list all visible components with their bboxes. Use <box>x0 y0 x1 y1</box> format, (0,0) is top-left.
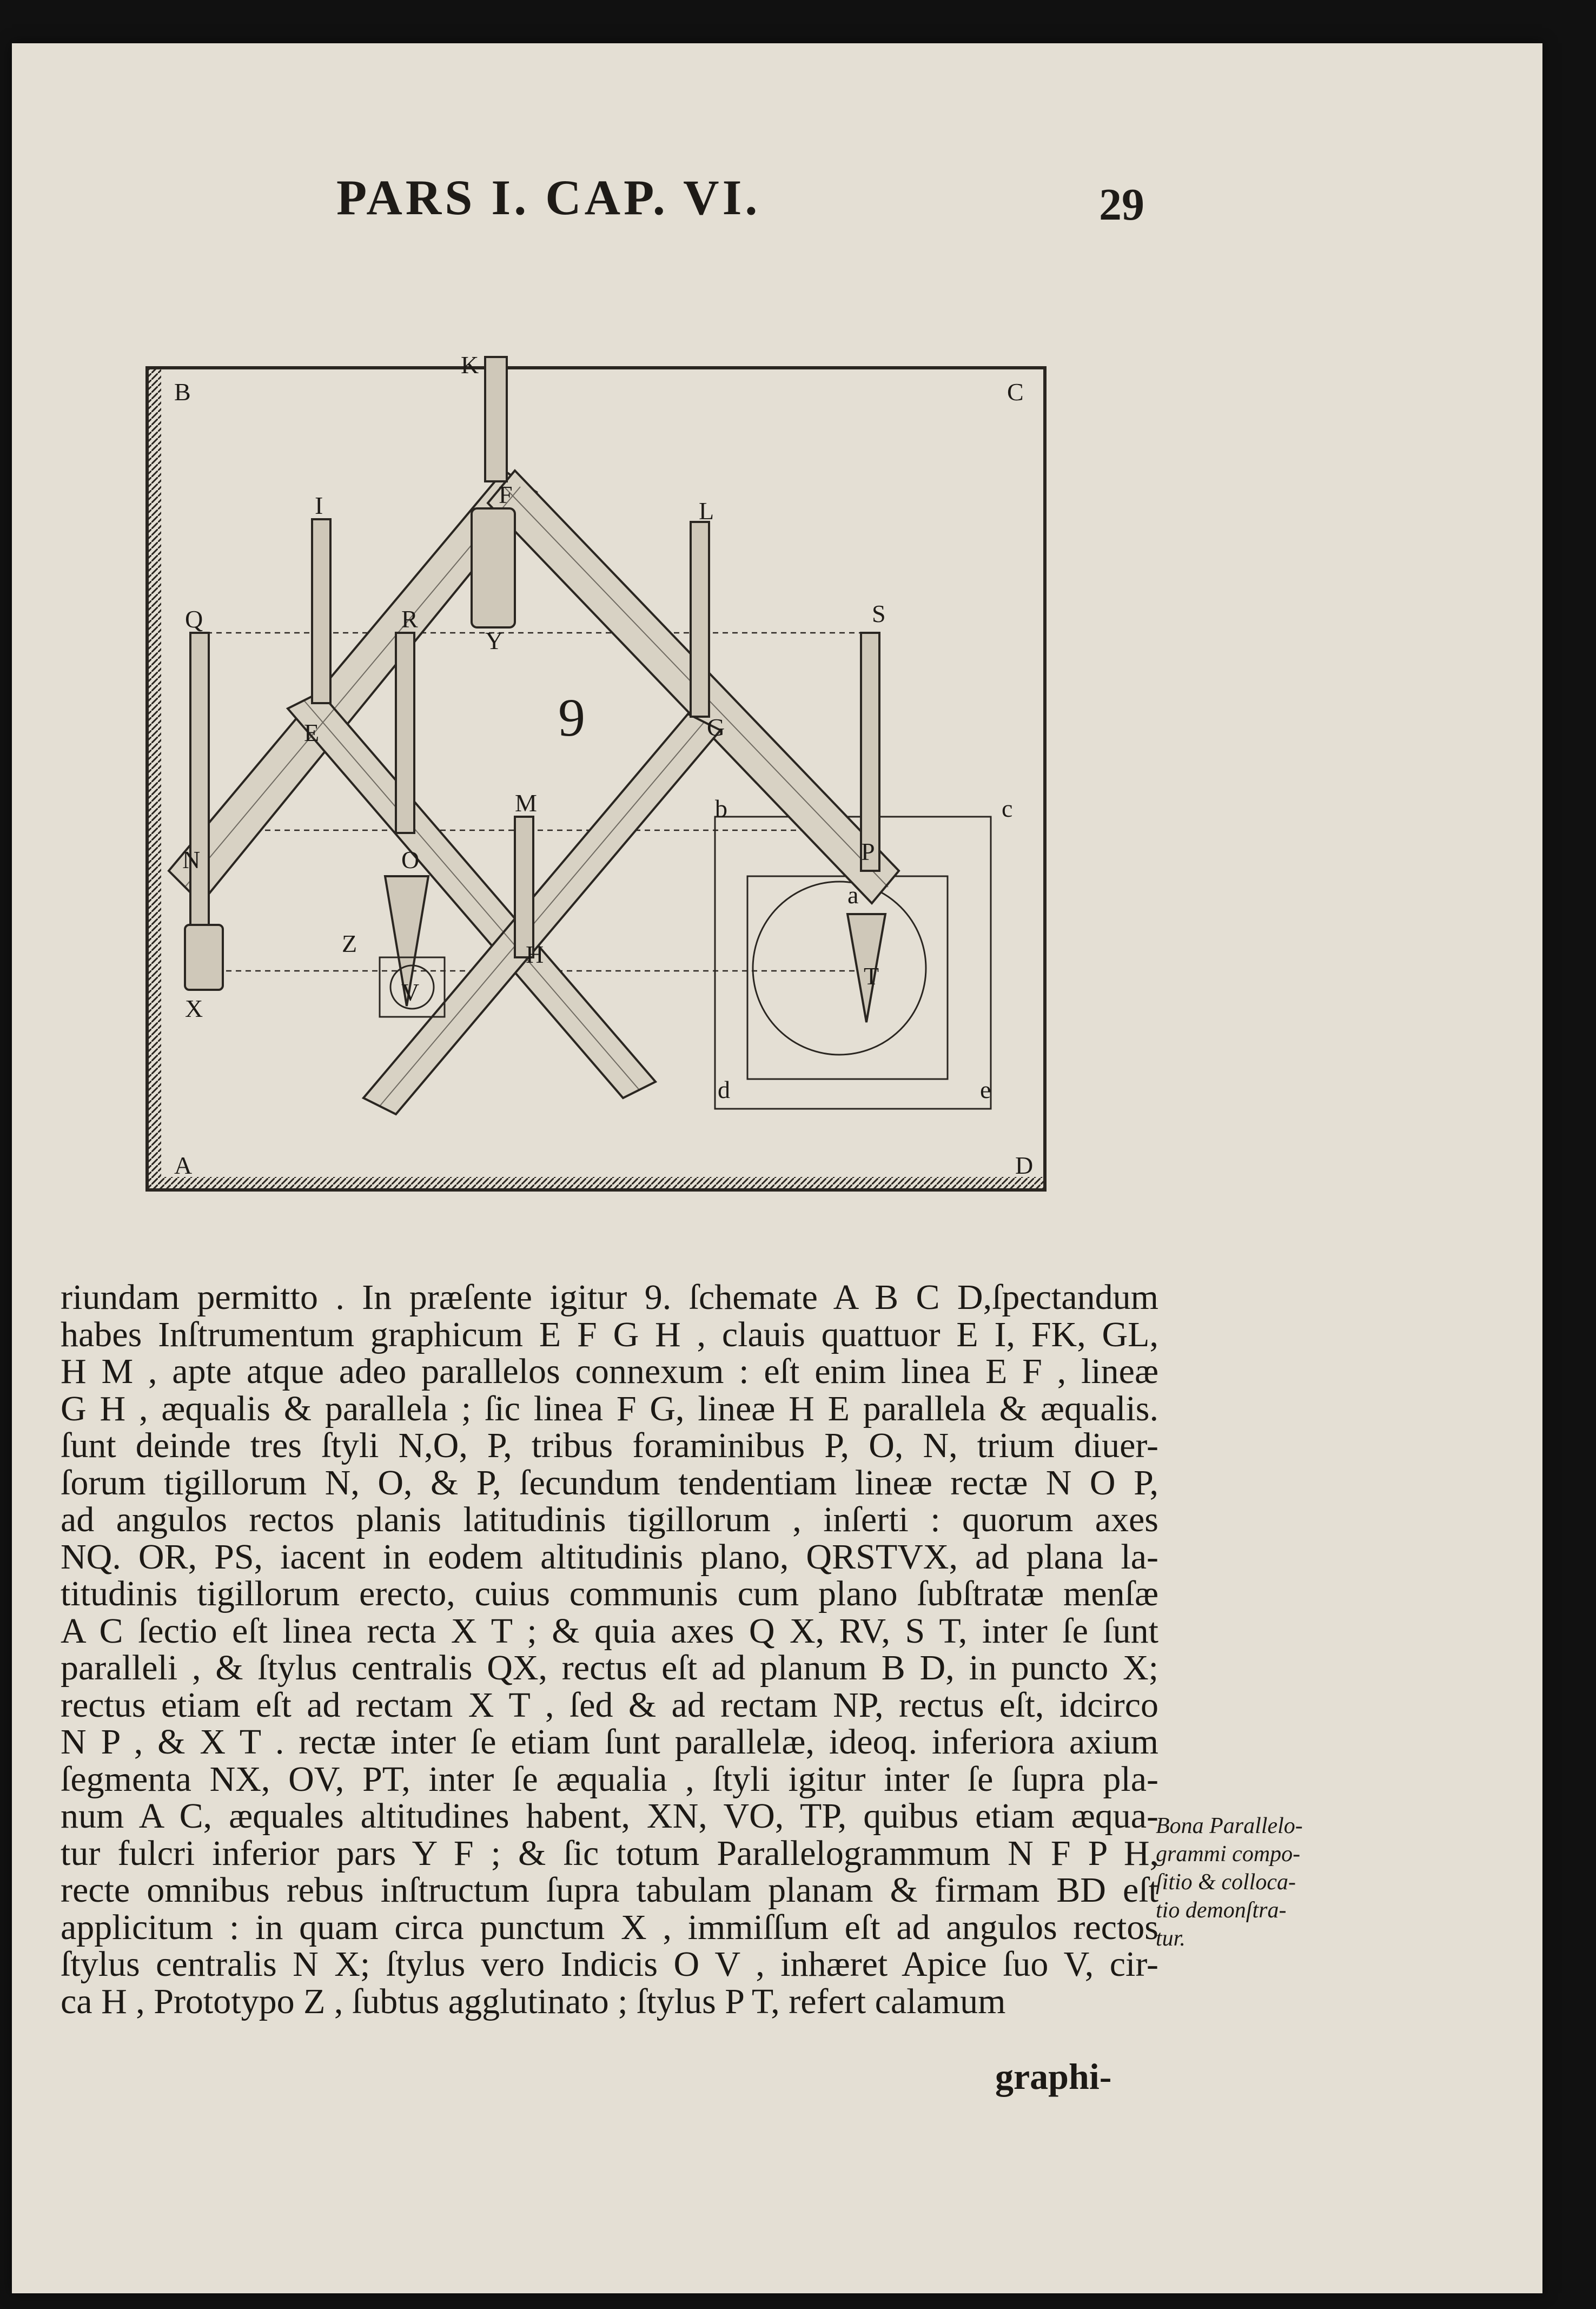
text-line: H M , apte atque adeo parallelos connexum : eſt enim linea E F , lineæ <box>61 1352 1158 1391</box>
label-d: D <box>1015 1152 1034 1179</box>
margin-note-line: tur. <box>1156 1926 1186 1951</box>
label-z: Z <box>342 930 357 957</box>
label-i: I <box>315 492 323 519</box>
stylus-q <box>190 633 209 936</box>
text-line: N P , & X T . rectæ inter ſe etiam ſunt parallelæ, ideoq. inferiora axium <box>61 1722 1158 1762</box>
label-c-upper: C <box>1007 378 1024 406</box>
figure-number: 9 <box>558 687 585 747</box>
label-c-lower: c <box>1002 795 1013 822</box>
text-line: ſunt deinde tres ſtyli N,O, P, tribus foraminibus P, O, N, trium diuer- <box>61 1426 1158 1465</box>
text-line: habes Inſtrumentum graphicum E F G H , clauis quattuor E I, FK, GL, <box>61 1314 1158 1354</box>
stylus-s <box>861 633 879 871</box>
margin-note <box>1156 1812 1356 1953</box>
post-k <box>485 357 507 481</box>
text-line: NQ. OR, PS, iacent in eodem altitudinis plano, QRSTVX, ad plana la- <box>61 1537 1158 1577</box>
catchword: graphi- <box>995 2056 1112 2097</box>
label-f: F <box>499 481 513 508</box>
label-k: K <box>461 351 479 379</box>
post-i <box>312 519 330 703</box>
text-line: rectus etiam eſt ad rectam X T , ſed & ad rectam NP, rectus eſt, idcirco <box>61 1685 1158 1725</box>
fulcrum-y <box>472 508 515 627</box>
text-line: recte omnibus rebus inſtructum ſupra tabulam planam & firmam BD eſt <box>61 1870 1158 1910</box>
label-t: T <box>864 962 879 990</box>
text-line: ad angulos rectos planis latitudinis tigillorum , inſerti : quorum axes <box>61 1500 1158 1539</box>
label-a-lower: a <box>847 881 859 909</box>
text-line: applicitum : in quam circa punctum X , immiſſum eſt ad angulos rectos <box>61 1907 1158 1947</box>
text-line: ſtylus centralis N X; ſtylus vero Indicis O V , inhæret Apice ſuo V, cir- <box>61 1944 1158 1984</box>
book-page <box>12 43 1542 2293</box>
margin-note-line: tio demonſtra- <box>1156 1898 1287 1923</box>
label-y: Y <box>485 627 504 654</box>
margin-note-line: ſitio & colloca- <box>1156 1870 1296 1895</box>
text-line: ca H , Prototypo Z , ſubtus agglutinato ; ſtylus P T, refert calamum <box>61 1981 1006 2021</box>
post-l <box>691 522 709 717</box>
table-hatch-bottom <box>147 1177 1045 1190</box>
margin-note-line: Bona Parallelo- <box>1156 1814 1303 1838</box>
label-m: M <box>515 789 537 817</box>
label-x: X <box>185 995 203 1022</box>
label-p: P <box>861 838 875 865</box>
label-v: V <box>401 978 420 1006</box>
stylus-x-base <box>185 925 223 990</box>
text-line: G H , æqualis & parallela ; ſic linea F G, lineæ H E parallela & æqualis. <box>61 1388 1158 1428</box>
text-line: riundam permitto . In præſente igitur 9. ſchemate A B C D,ſpectandum <box>61 1278 1158 1317</box>
label-d-lower: d <box>718 1076 730 1103</box>
text-line: A C ſectio eſt linea recta X T ; & quia axes Q X, RV, S T, inter ſe ſunt <box>61 1611 1158 1651</box>
label-n: N <box>182 846 201 874</box>
body-text <box>61 1279 1158 2020</box>
post-m <box>515 817 533 957</box>
margin-note-line: grammi compo- <box>1156 1842 1301 1867</box>
text-line: tur fulcri inferior pars Y F ; & ſic totum Parallelogrammum N F P H, <box>61 1833 1158 1873</box>
label-o: O <box>401 846 420 874</box>
label-b: B <box>174 378 191 406</box>
pantograph-figure <box>125 341 1077 1212</box>
label-l: L <box>699 497 714 525</box>
label-b-lower: b <box>715 795 727 822</box>
stylus-r <box>396 633 414 833</box>
label-a: A <box>174 1152 193 1179</box>
label-e-lower: e <box>980 1076 991 1103</box>
label-q: Q <box>185 605 203 633</box>
label-s: S <box>872 600 886 627</box>
label-h: H <box>526 941 544 968</box>
label-e: E <box>304 719 320 746</box>
page-number: 29 <box>1099 180 1144 230</box>
text-line: titudinis tigillorum erecto, cuius communis cum plano ſubſtratæ menſæ <box>61 1574 1158 1613</box>
text-line: num A C, æquales altitudines habent, XN, VO, TP, quibus etiam æqua- <box>61 1796 1158 1836</box>
text-line: ſorum tigillorum N, O, & P, ſecundum tendentiam lineæ rectæ N O P, <box>61 1463 1158 1503</box>
running-head: PARS I. CAP. VI. <box>336 170 761 225</box>
copy-circle <box>753 882 926 1055</box>
text-line: ſegmenta NX, OV, PT, inter ſe æqualia , ſtyli igitur inter ſe ſupra pla- <box>61 1759 1158 1799</box>
text-line: paralleli , & ſtylus centralis QX, rectus eſt ad planum B D, in puncto X; <box>61 1648 1158 1688</box>
label-g: G <box>707 713 725 741</box>
table-hatch-left <box>147 368 161 1190</box>
label-r: R <box>401 605 418 633</box>
